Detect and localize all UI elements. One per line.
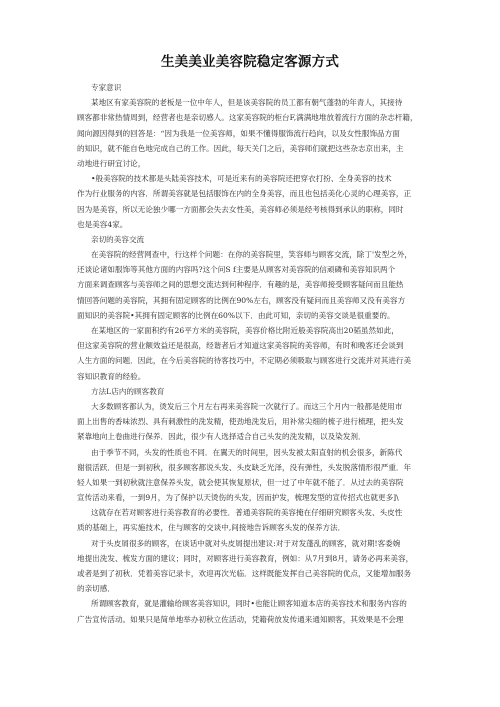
- paragraph-line: 作为行业服务的内容．所谓美容就是包括服饰在内的全身美容，而且也包括美化心灵的心理美容，正: [77, 189, 412, 199]
- paragraph-line: 或者是到了初秋．凭着美容记录卡，欢迎再次光临．这样既能发挥自己美容院的优点，又能增加服务: [77, 569, 412, 578]
- paragraph-line: 广告宣传活动。如果只是简单地举办初秋立佐活动，凭籍荷放发传通来通知顾客，其效果是不会理: [77, 614, 404, 624]
- paragraph-line: 这就存在若对顾客进行美容教育的必要性．普通美容院的美容掩在仔细研究顾客头发、头皮性: [91, 508, 403, 518]
- paragraph-line: 还谈论诸如服饰等其他方面的内容吗?这个问S f主要是从顾客对美容院的信顽磷和美容知识两个: [77, 265, 396, 275]
- paragraph-line: 的亲切感．: [77, 584, 115, 594]
- paragraph-line: 顾客都非常热情周到，经营者也是亲切感人。这家美容院的柜台F,满满地堆放着流行方面的杂志杆籍，: [77, 113, 418, 123]
- paragraph-line: 方面来调查顾客与美容师之间的思想交流达到何种程序．有趣的是，美容师接受顾客疑问而且能热: [77, 280, 404, 290]
- paragraph-line: 人生方面的问题．因此，在今后美容院的待客技巧中，不定期必须吸取与顾客进行交流并对其进行美: [77, 356, 412, 366]
- paragraph-line: 面上出售的香味浓烈、具有刺激性的洗发精，使劲地洗发后，用补常尖细的梳子进行梳理，把头发: [77, 417, 404, 427]
- paragraph-line: 面知识的美容院•其拥有固定顾客的比例在60%以下．由此可知，亲切的美容交谈是很重要的。: [77, 310, 395, 320]
- paragraph-line: 质的基础上，再实施技术，住与顾客的交谈中,间接地告诉顾客头发的保养方法．: [77, 523, 346, 533]
- paragraph-line: •般美容院的技术都是头陆美容技术，可是近来有的美容院还把穿衣打扮、全身美容的技术: [91, 174, 392, 184]
- paragraph-line: 所谓顾客教育，就是灌输给顾客美容知识，同时•也能让顾客知道本店的美容技术和服务内容的: [91, 599, 407, 609]
- paragraph-line: 但这家美容院的营业额效益还是很高，经谐者后才知道这家美容院的美容师，有时和晚客还会谈到: [77, 341, 404, 351]
- paragraph-line: 情回答问题的美容院，其拥有固定顾客的比例在90%左右，顾客没有疑问而且美容师又没有美容方: [77, 295, 406, 305]
- paragraph-line: 地提出洗发、梳发方面的建议；同时，对顾客进行美容教育，例如：从7月到8月，请务必再来美容，: [77, 553, 414, 563]
- paragraph-line: 由于季节不同，头发的性质也不同．在翼天的时间里，因头发被太阳直射的机会很多，新陈代: [91, 447, 403, 457]
- paragraph-line: 宣传活动来看，一到9月，为了保护以天烫伤的头发，因而护发，梳理发型的宣传招式也就更多]\: [77, 493, 399, 503]
- paragraph-line: 因为是美容，所以无论独少哪一方面都会失去女性美，美容师必须是经考核得到承认的职称，同时: [77, 204, 404, 214]
- paragraph-line: 闻向源因得到的回答是：“因为我是一位美容师，如果不懂得服饰流行趋向，以及女性服饰品方面: [77, 128, 400, 138]
- paragraph-line: 在美容院的经营网查中，行这样个问题：在你的美容院里，笑容师与顾客交流，除丁'发型之外，: [91, 250, 413, 260]
- paragraph-line: 对于头皮屑很多的顾客，在谈话中就对头皮屑提出建议:对于对发蓬乱的顾客，就对期!客委婉: [91, 538, 401, 548]
- paragraph-line: 紧靠地向上卷曲进行保养．因此，很少有人选择适合自己头发的洗发精，以及染发剂．: [77, 432, 366, 442]
- section-heading: 亲切的美容交流: [91, 234, 145, 244]
- paragraph-line: 某地区有家美容院的老板是一位中年人，但是该美容院的员工都有朝气蓬勃的年青人，其接待: [91, 98, 403, 108]
- paragraph-line: 动地进行研宜讨论，: [77, 158, 146, 168]
- paragraph-line: 也是美容4家。: [77, 219, 128, 229]
- page-title: 生美美业美容院稳定客源方式: [160, 54, 340, 70]
- paragraph-line: 容知识教育的经验。: [77, 371, 146, 381]
- paragraph-line: 大多数顾客都认为，烫发后三个月左右再来美容院一次就行了。而这三个月内一般都是使用市: [91, 401, 403, 411]
- section-heading: 专家意识: [91, 83, 122, 92]
- paragraph-line: 在某地区的一家面积约有26平方米的美容院，美容价格比附近般美容院高出20韬虽然如此，: [91, 326, 399, 335]
- paragraph-line: 的知识，就不能自色地完成自己的工作。因此，每天关门之后，美容师们就把这些杂志京出来，主: [77, 143, 404, 153]
- paragraph-line: 谢很活跃．但是一到初秋，很多顾客都说头发、头皮缺乏光泽，没有弹性，头发脱落情形很严重．年: [77, 462, 412, 472]
- document-body: [77, 80, 434, 627]
- section-heading: 方法L店内的顾客教育: [91, 386, 165, 396]
- paragraph-line: 轻人如果一到初秋就注意保养头发，就会使其恢复原状，但一过了中年就不能了．从过去的美容院: [77, 477, 404, 487]
